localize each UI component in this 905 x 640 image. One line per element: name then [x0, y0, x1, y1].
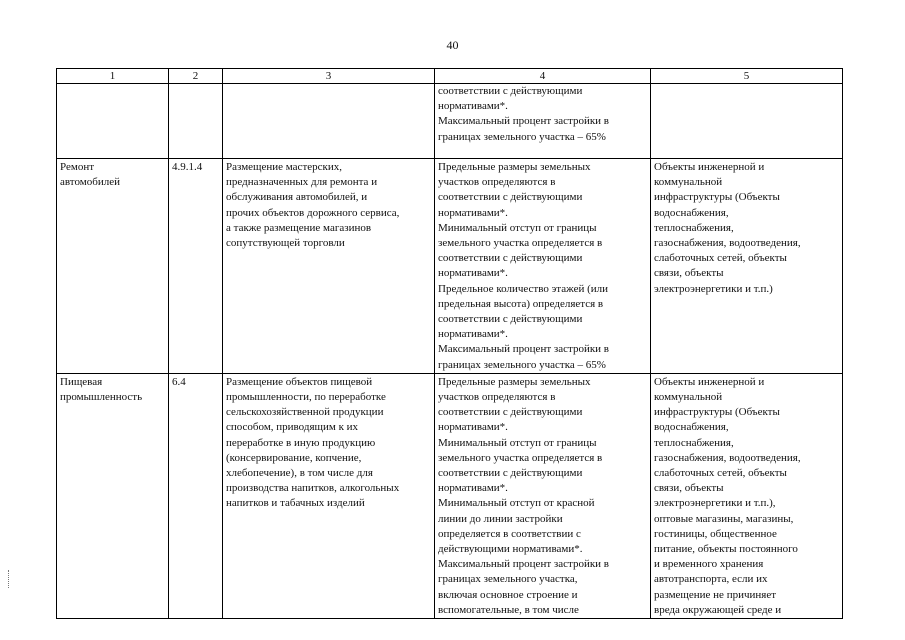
cell-line: нормативами*.: [438, 421, 508, 434]
cell-line: соответствии с действующими: [438, 252, 583, 265]
cell-line: переработке в иную продукцию: [226, 436, 376, 449]
cell-line: земельного участка определяется в: [438, 237, 603, 250]
header-cell: 5: [651, 69, 843, 84]
auxiliary-uses-cell: [651, 84, 843, 159]
cell-line: связи, объекты: [654, 482, 724, 495]
cell-line: действующими нормативами*.: [438, 543, 583, 556]
description-cell: [223, 84, 435, 159]
cell-line: Предельные размеры земельных: [438, 375, 591, 388]
header-cell: 2: [169, 69, 223, 84]
code-cell: [169, 84, 223, 159]
use-name-cell: [57, 84, 169, 159]
cell-line: способом, приводящим к их: [226, 421, 359, 434]
cell-line: Минимальный отступ от границы: [438, 436, 597, 449]
cell-line: промышленности, по переработке: [226, 391, 386, 404]
cell-line: водоснабжения,: [654, 206, 729, 219]
cell-line: размещение не причиняет: [654, 588, 777, 601]
cell-line: границах земельного участка – 65%: [438, 130, 606, 143]
cell-line: сопутствующей торговли: [226, 237, 345, 250]
parameters-cell: [435, 373, 651, 618]
auxiliary-uses-cell: [651, 373, 843, 618]
cell-line: участков определяются в: [438, 176, 556, 189]
cell-line: участков определяются в: [438, 391, 556, 404]
description-cell: [223, 373, 435, 618]
cell-line: Максимальный процент застройки в: [438, 115, 609, 128]
cell-line: Минимальный отступ от красной: [438, 497, 595, 510]
table-row: [57, 159, 843, 374]
table-header-row: [57, 69, 843, 84]
cell-line: инфраструктуры (Объекты: [654, 191, 780, 204]
cell-line: автомобилей: [60, 176, 120, 189]
cell-line: соответствии с действующими: [438, 406, 583, 419]
cell-line: питание, объекты постоянного: [654, 543, 798, 556]
cell-line: Минимальный отступ от границы: [438, 221, 597, 234]
cell-line: нормативами*.: [438, 267, 508, 280]
parameters-cell: [435, 159, 651, 374]
header-cell: 4: [435, 69, 651, 84]
cell-line: газоснабжения, водоотведения,: [654, 237, 801, 250]
cell-line: нормативами*.: [438, 206, 508, 219]
cell-line: и временного хранения: [654, 558, 764, 571]
cell-line: слаботочных сетей, объекты: [654, 467, 787, 480]
cell-line: 4.9.1.4: [172, 161, 203, 173]
cell-line: предназначенных для ремонта и: [226, 176, 378, 189]
use-name-cell: [57, 373, 169, 618]
cell-line: промышленность: [60, 391, 143, 404]
cell-line: водоснабжения,: [654, 421, 729, 434]
cell-line: предельная высота) определяется в: [438, 297, 604, 310]
code-cell: [169, 373, 223, 618]
cell-line: земельного участка определяется в: [438, 451, 603, 464]
cell-line: Предельные размеры земельных: [438, 161, 591, 173]
table-row: [57, 373, 843, 618]
header-cell: 1: [57, 69, 169, 84]
cell-line: коммунальной: [654, 176, 723, 189]
parameters-cell: [435, 84, 651, 159]
cell-line: вспомогательные, в том числе: [438, 603, 579, 616]
cell-line: Предельное количество этажей (или: [438, 282, 609, 295]
scan-edge-mark: [8, 570, 11, 588]
cell-line: соответствии с действующими: [438, 313, 583, 326]
cell-line: слаботочных сетей, объекты: [654, 252, 787, 265]
cell-line: Объекты инженерной и: [654, 375, 765, 388]
cell-line: 6.4: [172, 375, 186, 388]
cell-line: линии до линии застройки: [438, 512, 563, 525]
cell-line: границах земельного участка – 65%: [438, 358, 606, 371]
cell-line: электроэнергетики и т.п.),: [654, 497, 776, 510]
cell-line: (консервирование, копчение,: [226, 451, 362, 464]
cell-line: обслуживания автомобилей, и: [226, 191, 368, 204]
table-row: [57, 84, 843, 159]
cell-line: включая основное строение и: [438, 588, 578, 601]
cell-line: соответствии с действующими: [438, 191, 583, 204]
cell-line: хлебопечение), в том числе для: [226, 467, 373, 480]
cell-line: Максимальный процент застройки в: [438, 343, 609, 356]
cell-line: сельскохозяйственной продукции: [226, 406, 384, 419]
cell-line: нормативами*.: [438, 328, 508, 341]
cell-line: производства напитков, алкогольных: [226, 482, 400, 495]
cell-line: коммунальной: [654, 391, 723, 404]
header-cell: 3: [223, 69, 435, 84]
page-number: 40: [446, 38, 459, 52]
cell-line: гостиницы, общественное: [654, 527, 777, 540]
cell-line: электроэнергетики и т.п.): [654, 282, 773, 295]
cell-line: Размещение объектов пищевой: [226, 375, 373, 388]
cell-line: нормативами*.: [438, 100, 508, 113]
cell-line: инфраструктуры (Объекты: [654, 406, 780, 419]
description-cell: [223, 159, 435, 374]
cell-line: прочих объектов дорожного сервиса,: [226, 206, 400, 219]
cell-line: теплоснабжения,: [654, 221, 734, 234]
cell-line: вреда окружающей среде и: [654, 603, 782, 616]
use-name-cell: [57, 159, 169, 374]
cell-line: теплоснабжения,: [654, 436, 734, 449]
cell-line: Ремонт: [60, 161, 95, 173]
zoning-table: [56, 68, 843, 619]
cell-line: связи, объекты: [654, 267, 724, 280]
cell-line: а также размещение магазинов: [226, 221, 372, 234]
cell-line: газоснабжения, водоотведения,: [654, 451, 801, 464]
cell-line: определяется в соответствии с: [438, 527, 581, 540]
cell-line: Объекты инженерной и: [654, 161, 765, 173]
cell-line: Пищевая: [60, 375, 103, 388]
cell-line: нормативами*.: [438, 482, 508, 495]
cell-line: Размещение мастерских,: [226, 161, 342, 173]
cell-line: оптовые магазины, магазины,: [654, 512, 794, 525]
cell-line: автотранспорта, если их: [654, 573, 768, 586]
auxiliary-uses-cell: [651, 159, 843, 374]
cell-line: границах земельного участка,: [438, 573, 578, 586]
cell-line: соответствии с действующими: [438, 85, 583, 97]
code-cell: [169, 159, 223, 374]
cell-line: Максимальный процент застройки в: [438, 558, 609, 571]
cell-line: соответствии с действующими: [438, 467, 583, 480]
cell-line: напитков и табачных изделий: [226, 497, 365, 510]
